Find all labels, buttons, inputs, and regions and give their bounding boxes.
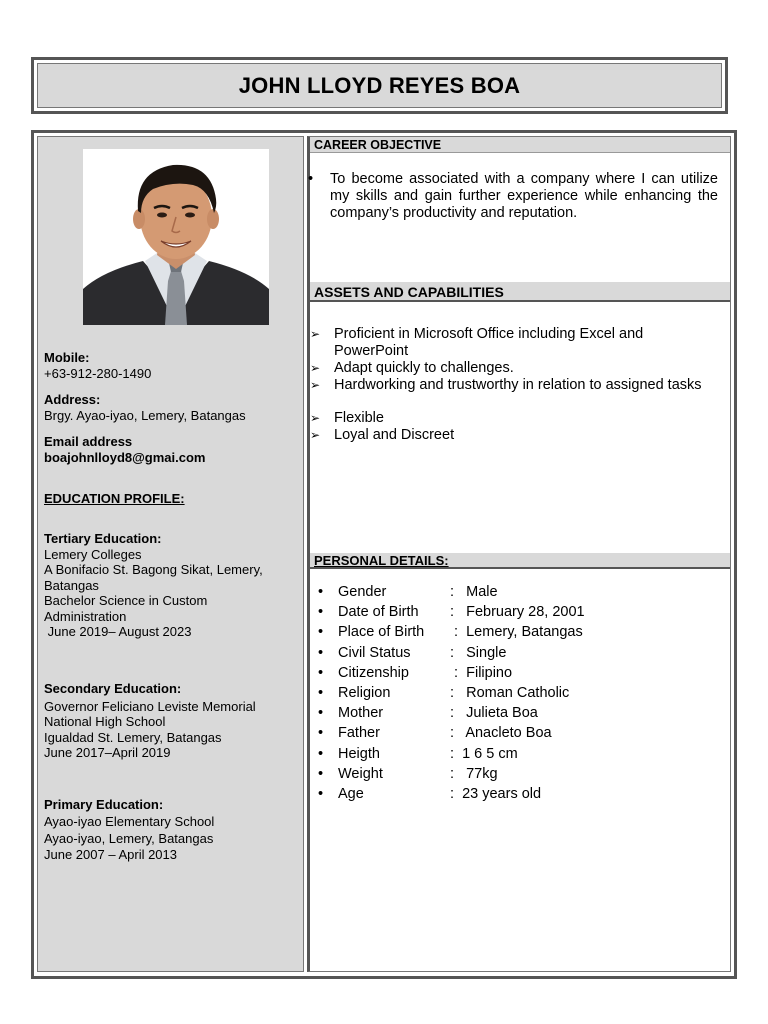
personal-detail-value: : Roman Catholic xyxy=(450,685,570,701)
asset-item: ➢ Loyal and Discreet xyxy=(310,427,455,443)
personal-detail-value: : Single xyxy=(450,644,507,661)
mobile-label: Mobile: xyxy=(44,350,90,365)
personal-detail-value: : Anacleto Boa xyxy=(450,725,552,742)
address-value: Brgy. Ayao-iyao, Lemery, Batangas xyxy=(44,408,246,423)
personal-detail-key: Father xyxy=(338,725,380,742)
arrow-bullet-icon: ➢ xyxy=(310,327,321,341)
bullet-icon: • xyxy=(318,685,324,701)
secondary-line: June 2017–April 2019 xyxy=(44,745,171,760)
personal-detail-key: Date of Birth xyxy=(338,604,419,621)
bullet-icon: • xyxy=(318,604,324,621)
personal-detail-key: Place of Birth xyxy=(338,624,425,641)
bullet-icon: • xyxy=(308,171,314,187)
tertiary-label: Tertiary Education: xyxy=(44,531,162,546)
asset-item: ➢ Adapt quickly to challenges. xyxy=(310,360,514,376)
tertiary-line: Lemery Colleges xyxy=(44,547,142,562)
arrow-bullet-icon: ➢ xyxy=(310,411,321,425)
bullet-icon: • xyxy=(318,745,324,762)
bullet-icon: • xyxy=(318,786,324,802)
personal-detail-value: : February 28, 2001 xyxy=(450,604,585,621)
right-column xyxy=(307,136,731,972)
personal-detail-key: Gender xyxy=(338,584,387,600)
asset-item: ➢ Proficient in Microsoft Office including Excel and PowerPoint xyxy=(310,326,644,359)
applicant-name: JOHN LLOYD REYES BOA xyxy=(238,72,521,98)
personal-detail-key: Mother xyxy=(338,705,384,722)
bullet-icon: • xyxy=(318,644,324,661)
secondary-label: Secondary Education: xyxy=(44,681,182,696)
personal-detail-value: : Male xyxy=(450,584,498,600)
arrow-bullet-icon: ➢ xyxy=(310,378,321,392)
mobile-number: +63-912-280-1490 xyxy=(44,366,152,381)
personal-detail-key: Religion xyxy=(338,685,391,701)
personal-detail-value: : 23 years old xyxy=(450,786,542,802)
profile-photo-image xyxy=(83,149,269,325)
left-column xyxy=(37,136,304,972)
asset-item: ➢ Flexible xyxy=(310,410,384,426)
secondary-line: Governor Feliciano Leviste Memorial xyxy=(44,699,256,714)
resume-body xyxy=(31,130,737,979)
name-banner-inner xyxy=(37,63,722,108)
arrow-bullet-icon: ➢ xyxy=(310,428,321,442)
bullet-icon: • xyxy=(318,584,324,600)
primary-line: Ayao-iyao Elementary School xyxy=(44,814,215,829)
bullet-icon: • xyxy=(318,664,324,681)
tertiary-line: Bachelor Science in Custom xyxy=(44,593,208,608)
personal-detail-key: Age xyxy=(338,786,364,802)
tertiary-line: A Bonifacio St. Bagong Sikat, Lemery, xyxy=(44,562,263,577)
secondary-line: National High School xyxy=(44,714,166,729)
career-objective-item xyxy=(308,171,718,222)
tertiary-line: Administration xyxy=(44,609,127,624)
primary-label: Primary Education: xyxy=(44,797,164,812)
email-label: Email address xyxy=(44,434,133,449)
bullet-icon: • xyxy=(318,624,324,641)
address-label: Address: xyxy=(44,392,101,407)
personal-detail-value: : 77kg xyxy=(450,765,498,782)
personal-detail-key: Civil Status xyxy=(338,644,411,661)
bullet-icon: • xyxy=(318,765,324,782)
career-objective-text: To become associated with a company where I can utilize my skills and gain further experience while enhancing the company’s productivity and reputation. xyxy=(330,171,718,221)
personal-detail-key: Heigth xyxy=(338,745,380,762)
personal-detail-value: : 1 6 5 cm xyxy=(450,745,518,762)
personal-detail-value: : Filipino xyxy=(450,664,513,681)
bullet-icon: • xyxy=(318,725,324,742)
primary-line: June 2007 – April 2013 xyxy=(44,847,177,862)
career-objective-heading: CAREER OBJECTIVE xyxy=(310,137,730,153)
personal-details-heading: PERSONAL DETAILS: xyxy=(310,553,730,569)
personal-detail-value: : Lemery, Batangas xyxy=(450,624,583,641)
secondary-line: Igualdad St. Lemery, Batangas xyxy=(44,730,222,745)
email-value: boajohnlloyd8@gmai.com xyxy=(44,450,206,465)
arrow-bullet-icon: ➢ xyxy=(310,361,321,375)
tertiary-line: June 2019– August 2023 xyxy=(44,624,192,639)
personal-detail-key: Weight xyxy=(338,765,383,782)
tertiary-line: Batangas xyxy=(44,578,99,593)
personal-detail-value: : Julieta Boa xyxy=(450,705,538,722)
asset-item: ➢ Hardworking and trustworthy in relation to assigned tasks xyxy=(310,377,702,393)
bullet-icon: • xyxy=(318,705,324,722)
name-banner xyxy=(31,57,728,114)
profile-photo xyxy=(83,149,269,325)
primary-line: Ayao-iyao, Lemery, Batangas xyxy=(44,831,214,846)
assets-heading: ASSETS AND CAPABILITIES xyxy=(310,282,730,302)
education-heading: EDUCATION PROFILE: xyxy=(44,491,185,506)
personal-detail-key: Citizenship xyxy=(338,664,409,681)
